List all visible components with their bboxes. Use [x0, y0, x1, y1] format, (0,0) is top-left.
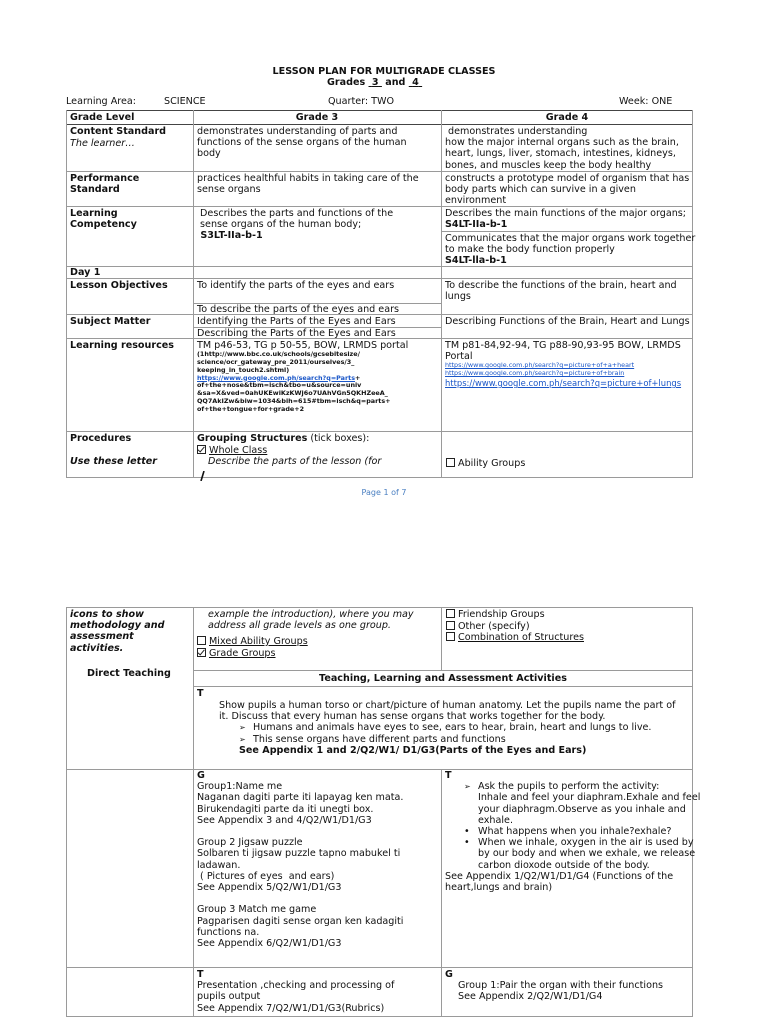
- methodology-label: icons to show methodology and assessment activities.: [70, 609, 165, 654]
- lesson-objectives-label: Lesson Objectives: [70, 280, 168, 291]
- subject-matter-label: Subject Matter: [70, 316, 151, 327]
- grade-b: 4: [412, 77, 419, 88]
- table1-top-border: [66, 110, 693, 111]
- learning-resources-label: Learning resources: [70, 340, 174, 351]
- procedures-label: Procedures: [70, 433, 132, 444]
- arrow-bullet-icon: ➢: [239, 723, 246, 733]
- whole-class-option[interactable]: Whole Class: [197, 445, 267, 456]
- teacher-direct-text: Show pupils a human torso or chart/picture of human anatomy. Let the pupils name the part of it. Discuss that every human has sense organs that works together for the body. ➢ Humans and animals have eyes to see, ears to hear, brain, heart and lungs to live. ➢ This sense organs have different parts and functions See Appendix 1 and 2/Q2/W1/ D1/G3(Parts of the Eyes and Ears): [219, 700, 676, 756]
- checkbox-empty-icon[interactable]: [446, 621, 455, 630]
- grade-a: 3: [371, 77, 379, 88]
- performance-standard-g4: constructs a prototype model of organism that has body parts which can survive in a given environment: [445, 173, 690, 207]
- week-label: Week: ONE: [619, 96, 673, 107]
- lesson-objective-g4: To describe the functions of the brain, heart and lungs: [445, 280, 677, 303]
- grades-line: [327, 77, 422, 88]
- other-option[interactable]: Other (specify): [446, 621, 530, 632]
- checkbox-empty-icon[interactable]: [446, 632, 455, 641]
- arrow-bullet-icon: ➢: [239, 734, 246, 744]
- combination-option[interactable]: Combination of Structures: [446, 632, 584, 643]
- learning-competency-g4-b: Communicates that the major organs work together to make the body function properly S4LT-lla-b-1: [445, 233, 696, 267]
- performance-standard-g3: practices healthful habits in taking care of the sense organs: [197, 173, 419, 196]
- checkbox-empty-icon[interactable]: [446, 458, 455, 467]
- quarter-label: Quarter: TWO: [328, 96, 395, 107]
- content-standard-g4: demonstrates understanding how the major internal organs such as the brain, heart, lungs, liver, stomach, intestines, kidneys, bones, and muscles keep the body healthy: [445, 126, 679, 171]
- grouping-continued-note: example the introduction), where you may address all grade levels as one group.: [208, 609, 414, 632]
- learning-resources-g4: TM p81-84,92-94, TG p88-90,93-95 BOW, LRMDS Portal https://www.google.com.ph/search?q=picture+of+a+heart https://www.google.com.ph/search?q=picture+of+brain https://www.google.com.ph/search?q=picture+of+lungs: [445, 340, 682, 388]
- content-standard-sublabel: The learner…: [70, 138, 135, 149]
- group-activity-g4: G Group 1:Pair the organ with their functions See Appendix 2/Q2/W1/D1/G4: [445, 969, 664, 1003]
- performance-standard-label: Performance Standard: [70, 173, 140, 196]
- teacher-activities-g4: T ➢ Ask the pupils to perform the activity: Inhale and feel your diaphram.Exhale and feel your diaphragm.Observe as you inhale and exhale. • What happens when you inhale?exhale? • When we inhale, oxygen in the air is used by by our body and when we exhale, we release carbon dioxode outside of the body. See Appendix 1/Q2/W1/D1/G4 (Functions of the heart,lungs and brain): [445, 770, 701, 894]
- resource-link-lungs[interactable]: https://www.google.com.ph/search?q=picture+of+lungs: [445, 378, 682, 388]
- resource-link-heart[interactable]: https://www.google.com.ph/search?q=picture+of+a+heart: [445, 361, 635, 370]
- col-header-grade-level: Grade Level: [70, 112, 135, 123]
- subject-matter-g3-a: Identifying the Parts of the Eyes and Ears: [197, 316, 396, 327]
- checkbox-empty-icon[interactable]: [197, 636, 206, 645]
- teacher-letter: T: [197, 688, 204, 699]
- grades-mid: and: [381, 77, 409, 88]
- activities-header: Teaching, Learning and Assessment Activities: [319, 673, 567, 684]
- mixed-ability-option[interactable]: Mixed Ability Groups: [197, 636, 308, 647]
- grade-groups-option[interactable]: Grade Groups: [197, 648, 276, 659]
- lesson-objective-g3-a: To identify the parts of the eyes and ears: [197, 280, 395, 291]
- document-title: [0, 66, 768, 77]
- content-standard-label: Content Standard: [70, 126, 167, 137]
- friendship-groups-option[interactable]: Friendship Groups: [446, 609, 545, 620]
- presentation-g3: T Presentation ,checking and processing of pupils output See Appendix 7/Q2/W1/D1/G3(Rubrics): [197, 969, 395, 1014]
- learning-resources-g3: TM p46-53, TG p 50-55, BOW, LRMDS portal (1http://www.bbc.co.uk/schools/gcsebitesize/ science/ocr_gateway_pre_2011/ourselves/3_ keeping_in_touch2.shtml) https://www.google.com.ph/search?q=Parts+ of+the+nose&tbm=isch&tbo=u&source=univ &sa=X&ved=0ahUKEwiKzKWj6o7UAhVGn5QKHZeeA_ QQ7AkIZw&biw=1034&bih=615#tbm=isch&q=parts+ of+the+tongue+for+grade+2: [197, 340, 409, 413]
- day-label: Day 1: [70, 267, 101, 278]
- competency-code-g3: S3LT-IIa-b-1: [197, 230, 263, 242]
- col-header-grade-3: Grade 3: [295, 112, 339, 123]
- col-header-grade-4: Grade 4: [545, 112, 589, 123]
- bullet-icon: •: [464, 826, 470, 838]
- learning-competency-g4-a: Describes the main functions of the major organs; S4LT-IIa-b-1: [445, 208, 687, 231]
- competency-code-g4-a: S4LT-IIa-b-1: [445, 219, 508, 231]
- subject-matter-g3-b: Describing the Parts of the Eyes and Ears: [197, 328, 396, 339]
- table1-header-border: [66, 124, 693, 125]
- resource-link-parts[interactable]: https://www.google.com.ph/search?q=Parts: [197, 373, 356, 382]
- content-standard-g3: demonstrates understanding of parts and functions of the sense organs of the human body: [197, 126, 407, 160]
- procedures-sublabel: Use these letter: [70, 456, 158, 467]
- cursor-mark-icon: [199, 466, 207, 476]
- resource-link-brain[interactable]: https://www.google.com.ph/search?q=picture+of+brain: [445, 369, 625, 378]
- arrow-bullet-icon: ➢: [464, 782, 471, 792]
- checkbox-checked-icon[interactable]: [197, 445, 206, 454]
- direct-teaching-label: Direct Teaching: [87, 668, 171, 679]
- describe-note: Describe the parts of the lesson (for: [208, 456, 382, 467]
- ability-groups-option[interactable]: Ability Groups: [446, 458, 525, 469]
- learning-competency-label: Learning Competency: [70, 208, 137, 231]
- grouping-structures: Grouping Structures (tick boxes):: [197, 433, 370, 444]
- group-activities-g3: G Group1:Name me Naganan dagiti parte iti lapayag ken mata. Birukendagiti parte da iti unegti box. See Appendix 3 and 4/Q2/W1/D1/G3 Group 2 Jigsaw puzzle Solbaren ti jigsaw puzzle tapno mabukel ti ladawan. ( Pictures of eyes and ears) See Appendix 5/Q2/W1/D1/G3 Group 3 Match me game Pagparisen dagiti sense organ ken kadagiti functions na. See Appendix 6/Q2/W1/D1/G3: [197, 770, 404, 950]
- learning-competency-g3: Describes the parts and functions of the sense organs of the human body; S3LT-IIa-b-1: [197, 208, 394, 242]
- competency-code-g4-b: S4LT-lla-b-1: [445, 255, 507, 267]
- page-number: Page 1 of 7: [361, 488, 407, 497]
- checkbox-checked-icon[interactable]: [197, 648, 206, 657]
- appendix-ref: See Appendix 1 and 2/Q2/W1/ D1/G3(Parts of the Eyes and Ears): [239, 744, 587, 756]
- bullet-icon: •: [464, 837, 470, 849]
- grades-prefix: Grades: [327, 77, 369, 88]
- learning-area-label: Learning Area:: [66, 96, 137, 107]
- subject-matter-g4: Describing Functions of the Brain, Heart and Lungs: [445, 316, 690, 327]
- title-text: LESSON PLAN FOR MULTIGRADE CLASSES: [272, 66, 496, 77]
- checkbox-empty-icon[interactable]: [446, 609, 455, 618]
- learning-area-value: SCIENCE: [164, 96, 206, 107]
- lesson-objective-g3-b: To describe the parts of the eyes and ears: [197, 304, 400, 315]
